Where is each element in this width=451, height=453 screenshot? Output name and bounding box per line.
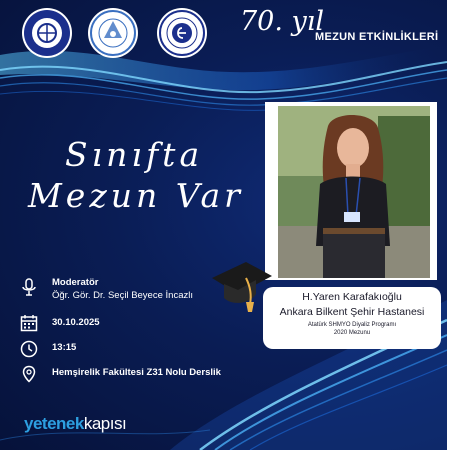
event-location: Hemşirelik Fakültesi Z31 Nolu Derslik [52,367,221,378]
event-time: 13:15 [52,342,77,353]
ege-universitesi-logo [22,8,72,58]
microphone-icon [20,278,38,296]
title-line-1: Sınıfta [65,135,204,174]
title-line-2: Mezun Var [28,176,244,215]
guest-graduation: 2020 Mezunu [333,330,371,336]
brand-main-text: yetenek [24,414,84,433]
guest-photo [278,106,430,278]
moderator-label: Moderatör [52,277,99,288]
event-date: 30.10.2025 [52,317,100,328]
brand-sub-text: kapısı [83,414,127,433]
calendar-icon [20,314,38,332]
guest-program: Atatürk SHMYO Diyaliz Programı [307,322,397,328]
guest-name: H.Yaren Karafakıoğlu [302,291,402,303]
location-pin-icon [20,365,38,383]
hemsirelik-logo [88,8,138,58]
guest-workplace: Ankara Bilkent Şehir Hastanesi [279,306,425,318]
school-logo [157,8,207,58]
yetenek-kapisi-logo [24,414,126,434]
moderator-name: Öğr. Gör. Dr. Seçil Beyece İncazlı [52,290,193,301]
anniversary-label: 70. yıl [240,6,325,37]
events-label: MEZUN ETKİNLİKLERİ [315,31,439,43]
guest-name-card [263,287,441,349]
clock-icon [20,340,38,358]
